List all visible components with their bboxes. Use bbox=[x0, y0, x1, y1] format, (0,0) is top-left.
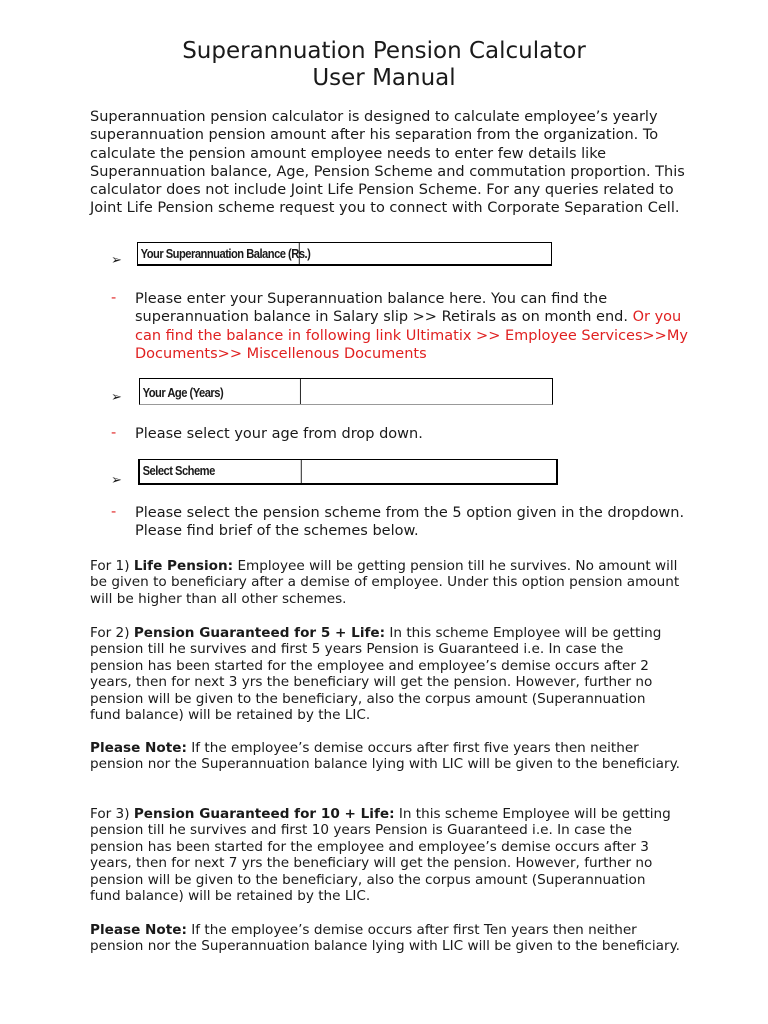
arrow-bullet-icon: ➢ bbox=[111, 473, 122, 488]
scheme-3-prefix: For 3) bbox=[90, 806, 130, 822]
note-2-text: If the employee’s demise occurs after first Ten years then neither pension nor the Superannuation balance lying with LIC will be given to the beneficiary. bbox=[90, 922, 681, 955]
balance-field-label: Your Superannuation Balance (Rs.) bbox=[138, 243, 300, 264]
ultimatix-link[interactable]: Or you can find the balance in following link Ultimatix >> Employee Services>>My Documents>> Miscellenous Documents bbox=[135, 309, 688, 362]
scheme-1-name: Life Pension: bbox=[133, 558, 234, 574]
age-dropdown[interactable] bbox=[139, 378, 553, 405]
arrow-bullet-icon: ➢ bbox=[111, 253, 122, 268]
doc-title-line1: Superannuation Pension Calculator bbox=[182, 38, 586, 64]
scheme-3-text: In this scheme Employee will be getting pension till he survives and first 10 years Pension is Guaranteed i.e. In case the pension has been started for the employee and employee’s demise occurs after 3 years, then for next 7 yrs the beneficiary will get the pension. However, further no pension will be given to the beneficiary, also the corpus amount (Superannuation fund balance) will be retained by the LIC. bbox=[90, 806, 671, 905]
scheme-2-prefix: For 2) bbox=[90, 625, 130, 641]
note-2-label: Please Note: bbox=[90, 922, 187, 938]
dash-bullet: - bbox=[111, 504, 117, 520]
note-1-text: If the employee’s demise occurs after first five years then neither pension nor the Superannuation balance lying with LIC will be given to the beneficiary. bbox=[90, 740, 681, 773]
scheme-1-description bbox=[90, 558, 680, 607]
scheme-2-name: Pension Guaranteed for 5 + Life: bbox=[133, 625, 386, 641]
dash-bullet: - bbox=[111, 425, 117, 441]
dash-bullet: - bbox=[111, 290, 117, 306]
note-1 bbox=[90, 740, 680, 773]
note-2 bbox=[90, 922, 680, 955]
note-1-label: Please Note: bbox=[90, 740, 187, 756]
scheme-field-label: Select Scheme bbox=[140, 460, 302, 483]
balance-instruction bbox=[135, 290, 695, 363]
age-instruction: Please select your age from drop down. bbox=[135, 426, 423, 442]
scheme-1-text: Employee will be getting pension till he survives. No amount will be given to beneficiary after a demise of employee. Under this option pension amount will be higher than all other schemes. bbox=[90, 558, 680, 607]
arrow-bullet-icon: ➢ bbox=[111, 390, 122, 405]
age-field-label: Your Age (Years) bbox=[140, 379, 301, 404]
doc-title-line2: User Manual bbox=[312, 65, 456, 91]
scheme-1-prefix: For 1) bbox=[90, 558, 130, 574]
scheme-3-description bbox=[90, 806, 680, 904]
intro-paragraph: Superannuation pension calculator is designed to calculate employee’s yearly superannuation pension amount after his separation from the organization. To calculate the pension amount employee needs to enter few details like Superannuation balance, Age, Pension Scheme and commutation proportion. This calculator does not include Joint Life Pension Scheme. For any queries related to Joint Life Pension scheme request you to connect with Corporate Separation Cell. bbox=[90, 109, 685, 217]
scheme-dropdown[interactable] bbox=[138, 459, 558, 485]
scheme-2-description bbox=[90, 625, 680, 723]
balance-field[interactable] bbox=[137, 242, 552, 266]
scheme-2-text: In this scheme Employee will be getting pension till he survives and first 5 years Pension is Guaranteed i.e. In case the pension has been started for the employee and employee’s demise occurs after 2 years, then for next 3 yrs the beneficiary will get the pension. However, further no pension will be given to the beneficiary, also the corpus amount (Superannuation fund balance) will be retained by the LIC. bbox=[90, 625, 662, 724]
balance-instruction-text: Please enter your Superannuation balance here. You can find the superannuation balance in Salary slip >> Retirals as on month end. bbox=[135, 291, 628, 326]
scheme-instruction: Please select the pension scheme from the 5 option given in the dropdown. Please find brief of the schemes below. bbox=[135, 505, 685, 540]
scheme-3-name: Pension Guaranteed for 10 + Life: bbox=[133, 806, 395, 822]
